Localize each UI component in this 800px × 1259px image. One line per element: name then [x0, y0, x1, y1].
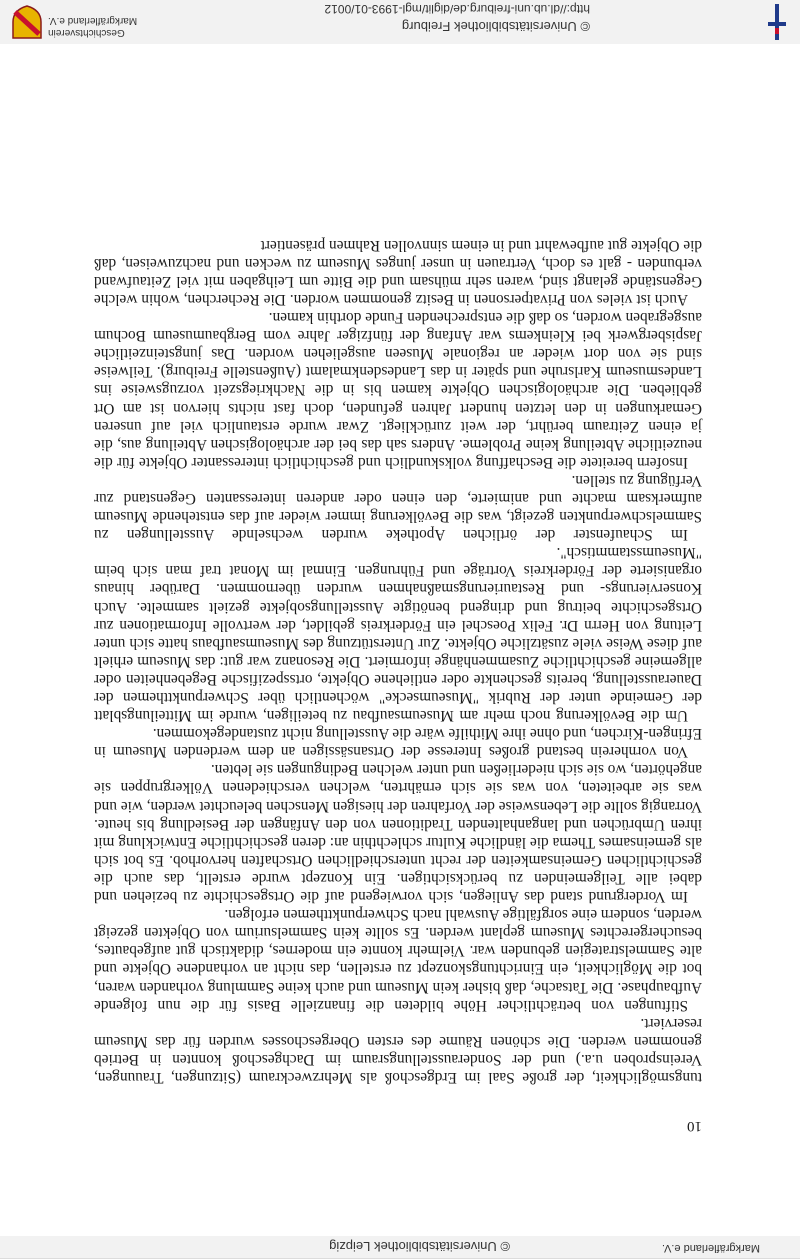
paragraph: tungsmöglichkeit, der große Saal im Erdgeschoß als Mehrzweckraum (Sitzungen, Trauungen, Vereinsproben u.a.) und der Sonderausstellungsraum im Dachgeschoß konnten in Betrieb genommen werden. Die schönen Räume des ersten Obergeschosses wurden für das Museum reserviert. [94, 1014, 702, 1086]
bottom-copyright-text: © Universitätsbibliothek Leipzig [329, 1239, 510, 1254]
page-body [94, 236, 702, 1086]
paragraph: Um die Bevölkerung noch mehr am Museumsaufbau zu beteiligen, wurde im Mitteilungsblatt der Gemeinde unter der Rubrik "Museumsecke" wöchentlich über Schwerpunktthemen der Dauerausstellung, bereits geschenkte oder entliehene Objekte, ortsspezifische Begebenheiten oder allgemeine geschichtliche Zusammenhänge informiert. Die Resonanz war gut: das Museum erhielt auf diese Weise viele zusätzliche Objekte. Zur Unterstützung des Museumsaufbaus hatte sich unter Leitung von Herrn Dr. Felix Poeschel ein Förderkreis gebildet, der wertvolle Informationen zur Ortsgeschichte beitrug und dringend benötigte Ausstellungsobjekte gezielt sammelte. Auch Konservierungs- und Restaurierungsmaßnahmen wurden übernommen. Darüber hinaus organisierte der Förderkreis Vorträge und Führungen. Einmal im Monat traf man sich beim "Museumsstammtisch". [94, 544, 702, 725]
copyright-text: © Universitätsbibliothek Freiburg [401, 19, 590, 34]
bottom-society-text: Markgräflerland e.V. [661, 1242, 760, 1254]
page-number: 10 [687, 1118, 702, 1134]
paragraph: Insofern bereitete die Beschaffung volkskundlich und geschichtlich interessanter Objekte für die neuzeitliche Abteilung keine Probleme. Anders sah das bei der archäologischen Abteilung aus, die ja einen Zeitraum berührt, der weit zurückliegt. Zwar wurde erstaunlich viel auf unseren Gemarkungen in den letzten hundert Jahren gefunden, doch fast nichts hiervon ist am Ort geblieben. Die archäologischen Objekte kamen bis in die Nachkriegszeit vorzugsweise ins Landesmuseum Karlsruhe und später in das Landesdenkmalamt (Außenstelle Freiburg). Teilweise sind sie von dort wieder an regionale Museen ausgeliehen worden. Das jungsteinzeitliche Jaspisbergwerk bei Kleinkems war Anfang der fünfziger Jahre vom Bergbaumuseum Bochum ausgegraben worden, so daß die entsprechenden Funde dorthin kamen. [94, 309, 702, 471]
society-name: Geschichtsverein Markgräflerland e.V. [48, 15, 138, 38]
ub-freiburg-logo-icon[interactable] [764, 4, 790, 40]
coat-of-arms-icon[interactable] [10, 4, 44, 40]
document-page [94, 104, 702, 1134]
paragraph: Auch ist vieles von Privatpersonen in Besitz genommen worden. Die Recherchen, wohin welche Gegenstände gelangt sind, waren sehr mühsam und die Bitte um Leihgaben mit viel Zeitaufwand verbunden - galt es doch, Vertrauen in unser junges Museum zu wecken und nachzuweisen, daß die Objekte gut aufbewahrt und in einem sinnvollen Rahmen präsentiert [94, 236, 702, 308]
paragraph: Von vornherein bestand großes Interesse der Ortsansässigen an dem werdenden Museum in Efringen-Kirchen, und ohne ihre Mithilfe wäre die Ausstellung nicht zustandegekommen. [94, 725, 702, 761]
paragraph: Stiftungen von beträchtlicher Höhe bildeten die finanzielle Basis für die nun folgende Aufbauphase. Die Tatsache, daß bisher kein Museum und auch keine Sammlung vorhanden waren, bot die Möglichkeit, ein Einrichtungskonzept zu erstellen, das nicht an vorhandene Objekte und alte Sammelstrategien gebunden war. Vielmehr konnte ein modernes, didaktisch gut aufgebautes, besuchergerechtes Museum geplant werden. Es sollte kein Sammelsurium von Objekten gezeigt werden, sondern eine sorgfältige Auswahl nach Schwerpunktthemen erfolgen. [94, 906, 702, 1014]
paragraph: Im Vordergrund stand das Anliegen, sich vorwiegend auf die Ortsgeschichte zu beziehen und dabei alle Teilgemeinden zu berücksichtigen. Ein Konzept wurde erstellt, das auch die geschichtlichen Gemeinsamkeiten der recht unterschiedlichen Ortschaften hervorhob. Es bot sich als gemeinsames Thema die ländliche Kultur schlechthin an: deren geschichtliche Entwicklung mit ihren Umbrüchen und langanhaltenden Traditionen von den Anfängen der Besiedlung bis heute. Vorrangig sollte die Lebensweise der Vorfahren der hiesigen Menschen beleuchtet werden, wie und was sie arbeiteten, von was sie sich ernährten, welchen verschiedenen Völkergruppen sie angehörten, wo sie sich niederließen und unter welchen Bedingungen sie lebten. [94, 761, 702, 906]
viewer-header [0, 0, 800, 44]
paragraph: Im Schaufenster der örtlichen Apotheke wurden wechselnde Ausstellungen zu Sammelschwerpunkten gezeigt, was die Bevölkerung immer wieder auf das entstehende Museum aufmerksam machte und animierte, den einen oder anderen interessanten Gegenstand zur Verfügung zu stellen. [94, 471, 702, 544]
bottom-toolbar [0, 1236, 800, 1259]
permalink-url[interactable]: http://dl.ub.uni-freiburg.de/diglit/mgl-1993-01/0012 [324, 2, 590, 16]
